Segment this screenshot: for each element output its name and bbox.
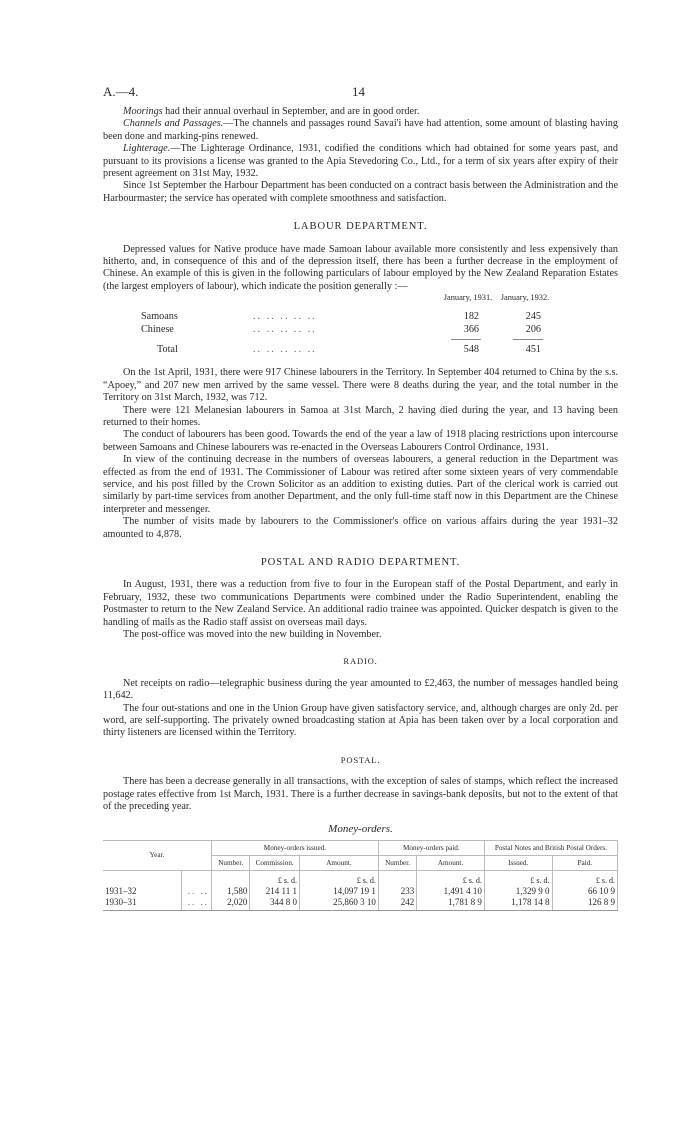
table-row (103, 886, 618, 897)
page-header (103, 86, 618, 106)
currency-label: £ s. d. (484, 870, 552, 886)
leader-dots: .. .. .. .. .. (253, 311, 317, 323)
total-rule-1932 (513, 339, 543, 340)
labour-intro-paragraph: Depressed values for Native produce have made Samoan labour available more consistently and less expensively than hitherto, and, in consequence of this and of the depression itself, there has been a further decrease in the employment of Chinese. An example of this is given in the following particulars of labour employed by the New Zealand Reparation Estates (the largest employers of labour), which indicate the position generally :— (103, 243, 618, 292)
amount-issued-header: Amount. (299, 855, 378, 870)
notes-paid-header: Paid. (552, 855, 617, 870)
column-header-1932: January, 1932. (500, 293, 550, 303)
table-row (103, 897, 618, 911)
total-label: Total (157, 344, 178, 356)
postal-staff-paragraph: In August, 1931, there was a reduction from five to four in the European staff of the Postal Department, and early in February, 1932, these two communications Departments were combined under the Radio Superintendent, enabling the Postmaster to return to the New Zealand Service. An additional radio trainee was appointed. Quicker despatch is given to the handling of mails as the Radio staff assist on overseas mail days. (103, 579, 618, 628)
reduction-paragraph: In view of the continuing decrease in the numbers of overseas labourers, a general reduction in the Department was effected as from the end of 1931. The Commissioner of Labour was retired after some sixteen years of very commendable service, and his post filled by the Crown Solicitor as an addition to existing duties. Part of the clerical work is carried out similarly by part-time services from another Department, and the only full-time staff now in this Department are the Chinese interpreter and messenger. (103, 454, 618, 515)
money-orders-table (103, 840, 618, 912)
notes-paid-cell: 126 8 9 (552, 897, 617, 911)
conduct-paragraph: The conduct of labourers has been good. Towards the end of the year a law of 1918 placing restrictions upon intercourse between Samoans and Chinese labourers was re-enacted in the Overseas Labourers Control Ordinance, 1931. (103, 429, 618, 453)
currency-label: £ s. d. (299, 870, 378, 886)
lighterage-paragraph: Lighterage.—The Lighterage Ordinance, 1931, codified the conditions which had obtained for some years past, and pursuant to its provisions a license was granted to the Apia Stevedoring Co., Ltd., for a term of six years after expiry of their present agreement on 31st May, 1932. (103, 143, 618, 180)
column-header-1931: January, 1931. (443, 293, 493, 303)
page-number: 14 (352, 84, 365, 99)
amount-paid-cell: 1,781 8 9 (417, 897, 485, 911)
chinese-1932: 206 (525, 324, 541, 336)
leader-dots: .. .. .. .. .. (253, 344, 317, 356)
number-issued-header: Number. (212, 855, 250, 870)
amount-paid-header: Amount. (417, 855, 485, 870)
document-reference: A.—4. (103, 84, 139, 99)
document-page (103, 86, 618, 911)
labour-heading: LABOUR DEPARTMENT. (293, 221, 428, 233)
moorings-paragraph: Moorings had their annual overhaul in September, and are in good order. (123, 106, 420, 117)
number-paid-cell: 242 (378, 897, 416, 911)
chinese-1931: 366 (463, 324, 479, 336)
commission-cell: 344 8 0 (250, 897, 300, 911)
commission-header: Commission. (250, 855, 300, 870)
harbour-paragraph: Since 1st September the Harbour Department has been conducted on a contract basis between the Administration and the Harbourmaster; the service has operated with complete smoothness and satisfaction. (103, 180, 618, 204)
notes-issued-cell: 1,329 9 0 (484, 886, 552, 897)
samoans-1931: 182 (463, 311, 479, 323)
channels-paragraph: Channels and Passages.—The channels and passages round Savai'i have had attention, some amount of blasting having been done and marking-pins renewed. (103, 118, 618, 142)
amount-paid-cell: 1,491 4 10 (417, 886, 485, 897)
currency-label: £ s. d. (250, 870, 300, 886)
currency-label: £ s. d. (552, 870, 617, 886)
postal-notes-header: Postal Notes and British Postal Orders. (484, 840, 617, 855)
leader-dots: .. .. (182, 886, 212, 897)
chinese-label: Chinese (141, 324, 174, 336)
postal-heading: POSTAL AND RADIO DEPARTMENT. (260, 556, 461, 568)
leader-dots: .. .. (182, 897, 212, 911)
amount-issued-cell: 25,860 3 10 (299, 897, 378, 911)
year-cell: 1931–32 (103, 886, 182, 897)
labour-table (103, 293, 618, 363)
samoans-1932: 245 (525, 311, 541, 323)
samoans-label: Samoans (141, 311, 178, 323)
year-header: Year. (103, 840, 212, 870)
visits-paragraph: The number of visits made by labourers to the Commissioner's office on various affairs during the year 1931–32 amounted to 4,878. (103, 516, 618, 540)
money-orders-caption: Money-orders. (328, 823, 393, 836)
currency-row (103, 870, 618, 886)
radio-stations-paragraph: The four out-stations and one in the Union Group have given satisfactory service, and, although charges are only 2d. per word, are self-supporting. The privately owned broadcasting station at Apia has been taken over by a local corporation and thirty listeners are licensed within the Territory. (103, 702, 618, 739)
currency-label: £ s. d. (417, 870, 485, 886)
number-paid-cell: 233 (378, 886, 416, 897)
commission-cell: 214 11 1 (250, 886, 300, 897)
post-office-paragraph: The post-office was moved into the new building in November. (123, 629, 382, 640)
notes-paid-cell: 66 10 9 (552, 886, 617, 897)
notes-issued-cell: 1,178 14 8 (484, 897, 552, 911)
amount-issued-cell: 14,097 19 1 (299, 886, 378, 897)
year-cell: 1930–31 (103, 897, 182, 911)
number-paid-header: Number. (378, 855, 416, 870)
radio-subheading: RADIO. (343, 656, 378, 667)
total-1932: 451 (525, 344, 541, 356)
number-issued-cell: 2,020 (212, 897, 250, 911)
paid-header: Money-orders paid. (378, 840, 484, 855)
notes-issued-header: Issued. (484, 855, 552, 870)
chinese-labourers-paragraph: On the 1st April, 1931, there were 917 Chinese labourers in the Territory. In September 404 returned to China by the s.s. “Apoey,” and 207 new men arrived by the same vessel. There were 8 deaths during the year, and the total number in the Territory on 31st March, 1932, was 712. (103, 367, 618, 404)
issued-header: Money-orders issued. (212, 840, 379, 855)
leader-dots: .. .. .. .. .. (253, 324, 317, 336)
number-issued-cell: 1,580 (212, 886, 250, 897)
total-rule-1931 (451, 339, 481, 340)
total-1931: 548 (463, 344, 479, 356)
postal-subheading: POSTAL. (340, 754, 381, 765)
melanesian-paragraph: There were 121 Melanesian labourers in Samoa at 31st March, 2 having died during the year, and 13 having been returned to their homes. (103, 404, 618, 428)
radio-receipts-paragraph: Net receipts on radio—telegraphic business during the year amounted to £2,463, the number of messages handled being 11,642. (103, 677, 618, 702)
postal-transactions-paragraph: There has been a decrease generally in all transactions, with the exception of sales of stamps, which reflect the increased postage rates effective from 1st March, 1931. There is a further decrease in savings-bank deposits, but not to the extent of that of the preceding year. (103, 776, 618, 813)
